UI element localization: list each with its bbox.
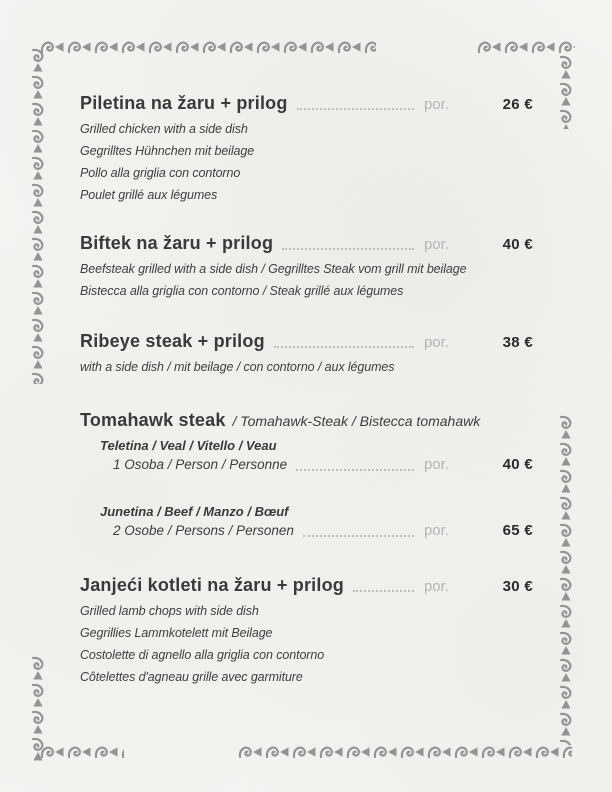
variant-label: Teletina / Veal / Vitello / Veau: [100, 438, 277, 453]
item-title-row: [80, 407, 533, 433]
translation-en: Grilled lamb chops with side dish: [80, 604, 259, 618]
variant-line: 1 Osoba / Person / Personne: [113, 457, 288, 472]
portion-label: por.: [423, 96, 449, 113]
portion-label: por.: [423, 236, 449, 253]
portion-label: por.: [423, 578, 449, 595]
variant-beef: [80, 503, 533, 541]
dotted-leader: [353, 590, 414, 592]
item-price: 65 €: [502, 522, 533, 539]
item-price: 30 €: [502, 578, 533, 595]
dotted-leader: [274, 346, 414, 348]
translation-it: Costolette di agnello alla griglia con contorno: [80, 648, 325, 662]
item-price: 26 €: [502, 96, 533, 113]
item-price-row: [80, 90, 533, 116]
portion-label: por.: [423, 522, 449, 539]
translation-multi: with a side dish / mit beilage / con contorno / aux légumes: [80, 360, 395, 374]
item-name: Biftek na žaru + prilog: [80, 233, 274, 253]
variant-label: Junetina / Beef / Manzo / Bœuf: [100, 504, 289, 519]
item-price-row: [80, 328, 533, 354]
item-subtitle: / Tomahawk-Steak / Bistecca tomahawk: [232, 413, 481, 429]
menu-item-biftek: [80, 230, 533, 302]
translation-it-fr: Bistecca alla griglia con contorno / Steak grillé aux légumes: [80, 284, 404, 298]
item-name: Janjeći kotleti na žaru + prilog: [80, 575, 344, 595]
menu-item-janjeci-kotleti: [80, 572, 533, 688]
menu-item-tomahawk: [80, 407, 533, 541]
translation-it: Pollo alla griglia con contorno: [80, 166, 241, 180]
border-ornament-right-lower: [556, 415, 576, 745]
translation-fr: Poulet grillé aux légumes: [80, 188, 218, 202]
variant-line: 2 Osobe / Persons / Personen: [113, 523, 294, 538]
item-translations: [80, 258, 533, 302]
portion-label: por.: [423, 334, 449, 351]
item-name: Ribeye steak + prilog: [80, 331, 265, 351]
translation-en-de: Beefsteak grilled with a side dish / Gegrilltes Steak vom grill mit beilage: [80, 262, 467, 276]
menu-item-ribeye: [80, 328, 533, 378]
translation-fr: Côtelettes d'agneau grille avec garmiture: [80, 670, 303, 684]
variant-veal: [80, 437, 533, 475]
variant-price-row: [113, 521, 533, 541]
menu-item-piletina: [80, 90, 533, 206]
item-price: 40 €: [502, 236, 533, 253]
border-ornament-left-upper: [28, 48, 48, 384]
item-price-row: [80, 572, 533, 598]
translation-de: Gegrillies Lammkotelett mit Beilage: [80, 626, 273, 640]
item-translations: [80, 356, 533, 378]
dotted-leader: [296, 469, 414, 471]
item-name: Piletina na žaru + prilog: [80, 93, 288, 113]
translation-en: Grilled chicken with a side dish: [80, 122, 248, 136]
item-price-row: [80, 230, 533, 256]
dotted-leader: [303, 535, 414, 537]
border-ornament-top-right-vertical: [556, 55, 576, 129]
item-translations: [80, 600, 533, 688]
item-name: Tomahawk steak: [80, 410, 226, 430]
translation-de: Gegrilltes Hühnchen mit beilage: [80, 144, 255, 158]
variant-price-row: [113, 455, 533, 475]
portion-label: por.: [423, 456, 449, 473]
item-translations: [80, 118, 533, 206]
item-price: 40 €: [502, 456, 533, 473]
dotted-leader: [282, 248, 414, 250]
menu-content: [80, 0, 533, 792]
dotted-leader: [297, 108, 414, 110]
item-price: 38 €: [502, 334, 533, 351]
